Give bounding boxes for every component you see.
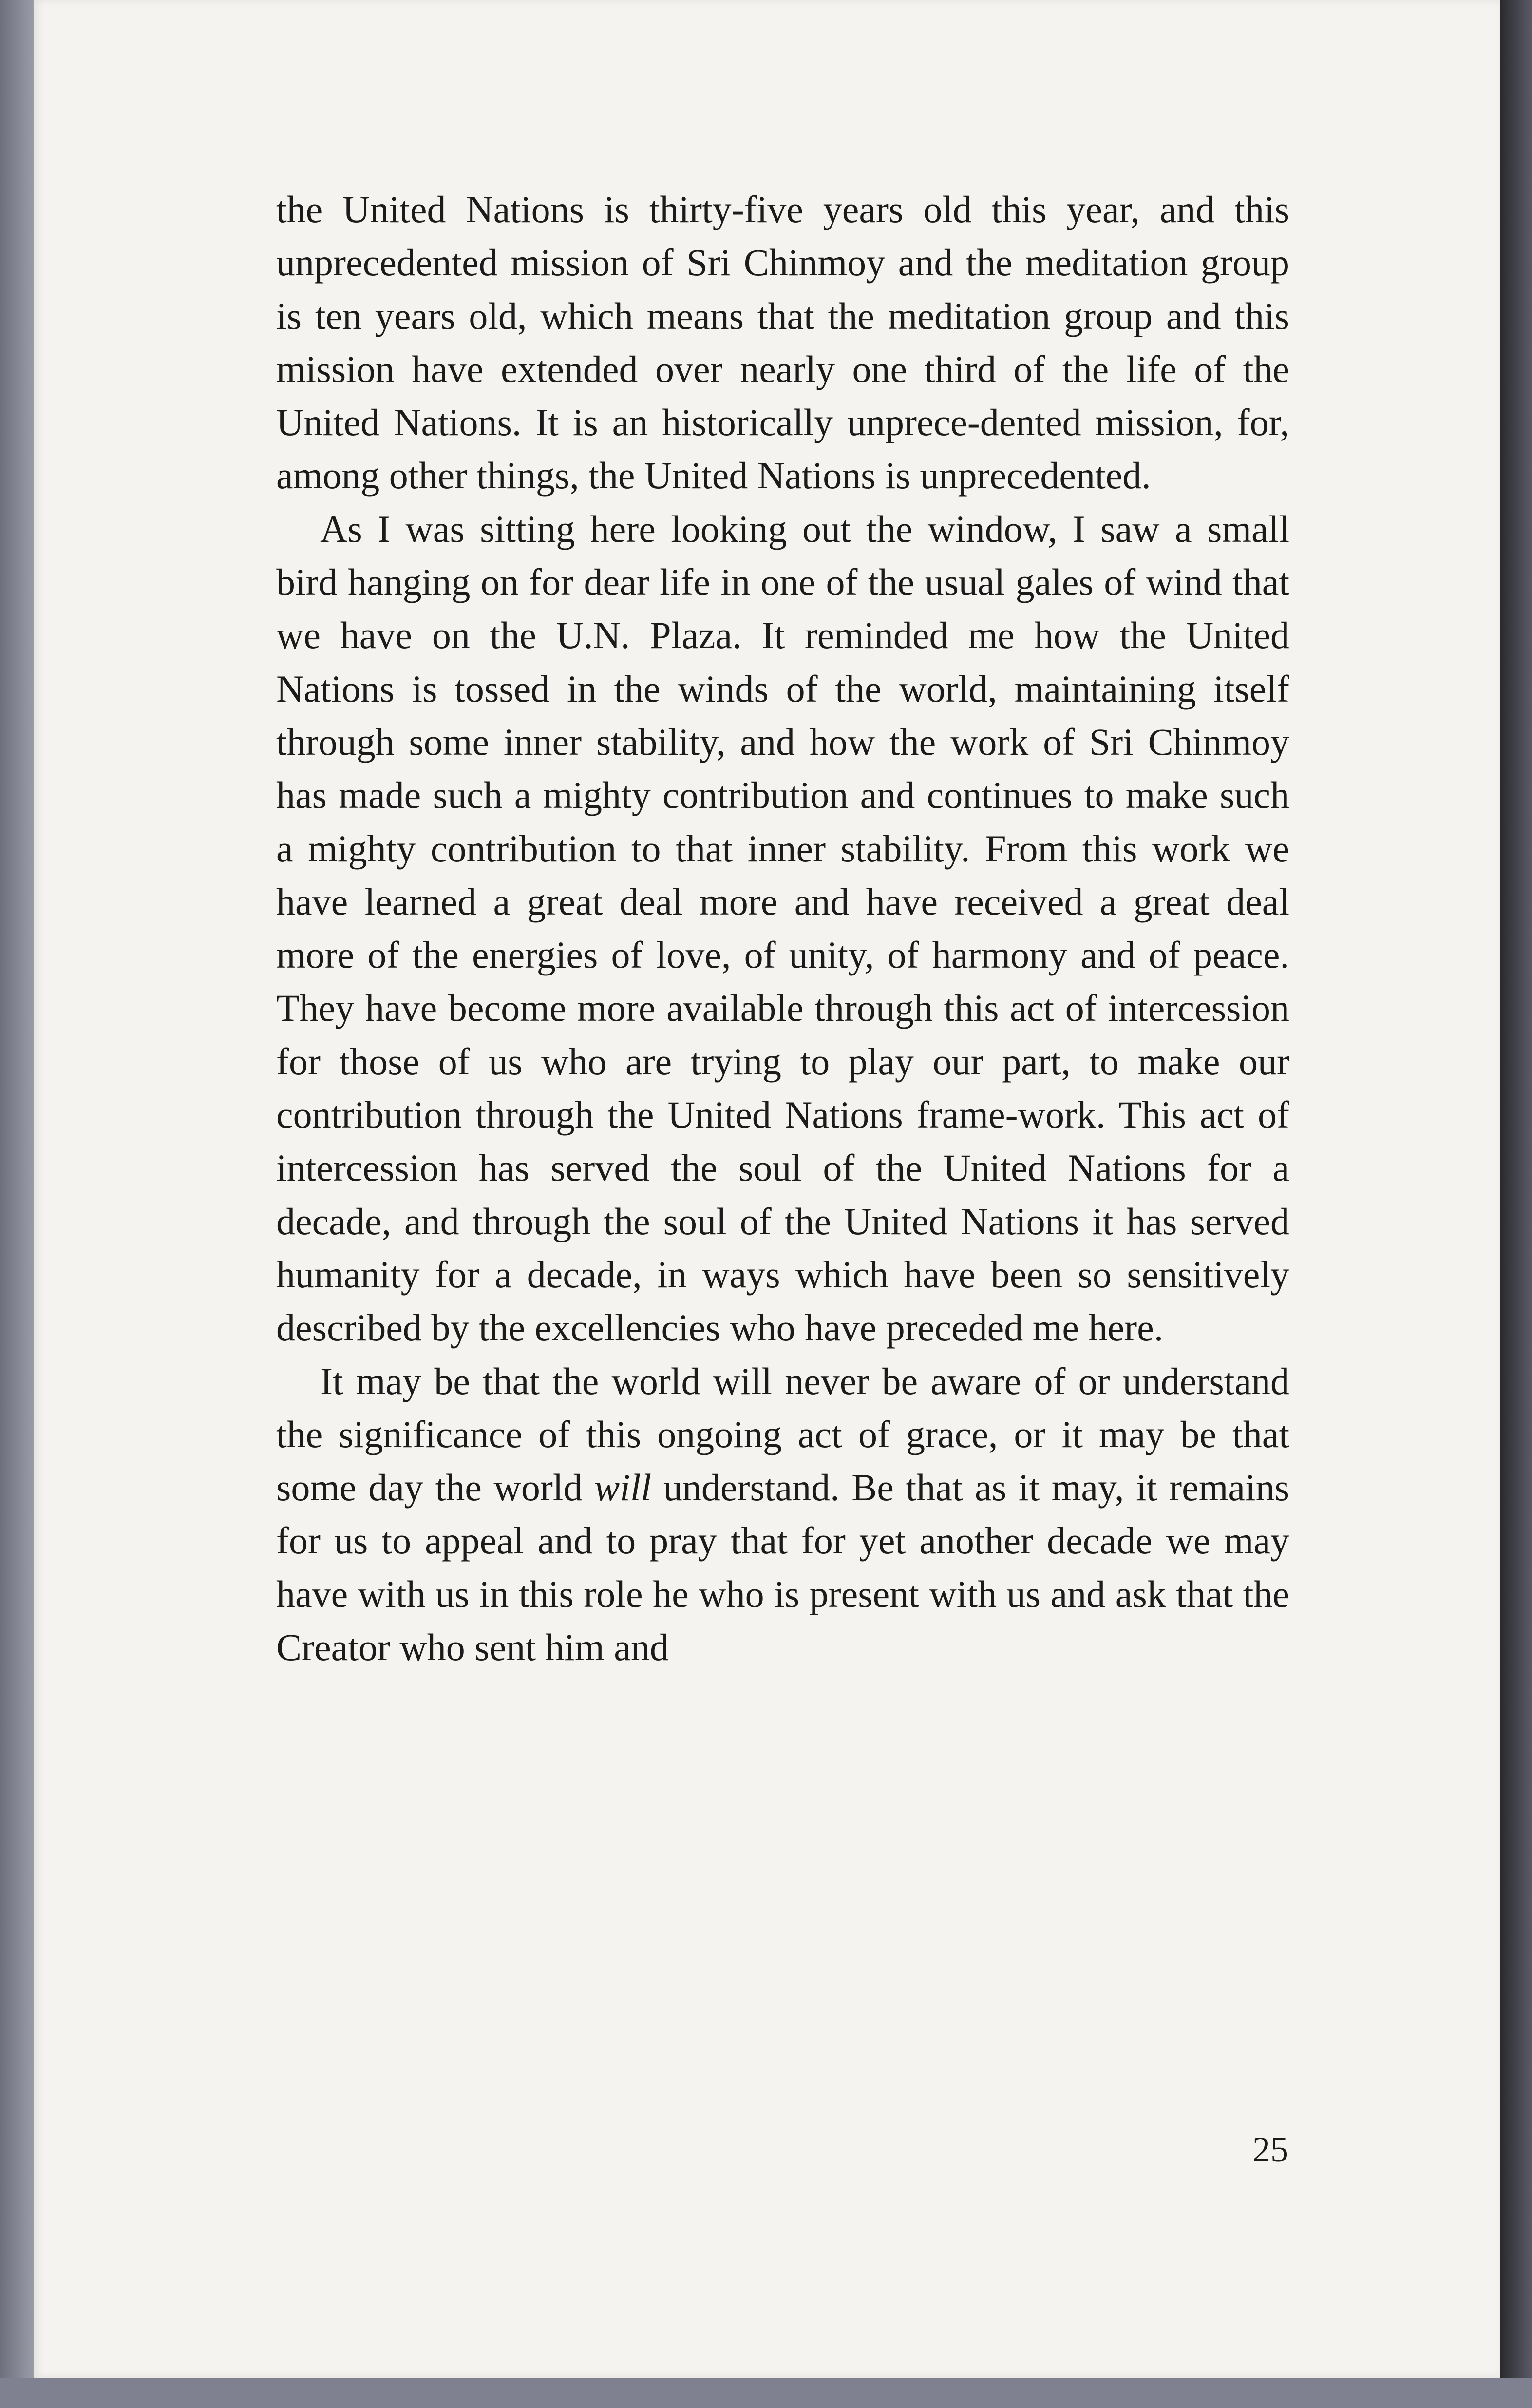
text-line: the United Nations. It is an historically unprece-: [276, 347, 1290, 444]
scan-edge-bottom: [0, 2378, 1532, 2408]
text-line: for a decade, in ways which have been so sensitively: [435, 1253, 1289, 1296]
text-line: the usual gales of wind that we have on the U.N.: [276, 561, 1290, 657]
paragraph-1: [276, 183, 1289, 502]
paragraph-3: [276, 1355, 1289, 1674]
scan-edge-right: [1500, 0, 1532, 2408]
text-line: and continues to make such a mighty contribution: [276, 774, 1289, 870]
text-line: of us who are trying to play our part, to make our: [438, 1040, 1290, 1083]
text-line: and this unprecedented mission of Sri Chinmoy: [276, 188, 1289, 284]
text-line: through some inner stability, and how the work of: [276, 720, 1075, 763]
text-line: United Nations is unprecedented.: [644, 454, 1151, 497]
text-line: work. This act of intercession has served the soul of: [276, 1093, 1289, 1189]
text-line: or understand the significance of this ongoing act: [276, 1359, 1289, 1455]
text-line: tossed in the winds of the world, maintaining itself: [454, 667, 1290, 710]
text-line: of grace, or it may be that some day the world: [276, 1413, 1289, 1509]
text-line: me here.: [1032, 1306, 1164, 1349]
text-line: Plaza. It reminded me how the United Nations is: [276, 614, 1290, 710]
text-line: saw a small bird hanging on for dear life in one of: [276, 507, 1289, 604]
text-line: contribution through the United Nations frame-: [276, 1093, 1018, 1136]
text-line: understand. Be that as it may, it remains for us to: [276, 1466, 1290, 1562]
text-line: Sri Chinmoy has made such a mighty contribution: [276, 720, 1289, 817]
paragraph-2: [276, 502, 1289, 1355]
text-line: may have with us in this role he who is present with: [276, 1519, 1290, 1615]
text-line: soul of the United Nations it has served humanity: [276, 1200, 1289, 1296]
text-line: means that the meditation group and this mission: [276, 294, 1289, 390]
text-line: described by the excellencies who have preceded: [276, 1306, 1023, 1349]
text-line: have extended over nearly one third of the life of: [412, 347, 1226, 390]
page-number: 25: [1252, 2130, 1288, 2170]
text-line: and the meditation group is ten years old, which: [276, 241, 1289, 337]
text-line: appeal and to pray that for yet another decade we: [425, 1519, 1210, 1562]
text-line: the United Nations for a decade, and through the: [276, 1147, 1290, 1242]
text-line: It may be that the world will never be aware of: [320, 1359, 1066, 1402]
text-line: us and ask that the Creator who sent him and: [276, 1572, 1290, 1669]
text-line: harmony and of peace. They have become more: [276, 934, 1289, 1030]
emphasized-word: will: [594, 1466, 652, 1509]
scan-edge-left: [0, 0, 34, 2408]
text-line: dented mission, for, among other things, the: [276, 401, 1289, 497]
body-text: [276, 183, 1289, 1674]
text-line: the United Nations is thirty-five years old this year,: [276, 188, 1140, 230]
text-line: to that inner stability. From this work we have: [276, 827, 1290, 923]
text-line: great deal more of the energies of love, of unity, of: [276, 880, 1290, 976]
text-line: available through this act of intercession for those: [276, 987, 1290, 1083]
text-line: learned a great deal more and have received a: [364, 880, 1117, 923]
text-line: As I was sitting here looking out the window, I: [320, 507, 1085, 550]
